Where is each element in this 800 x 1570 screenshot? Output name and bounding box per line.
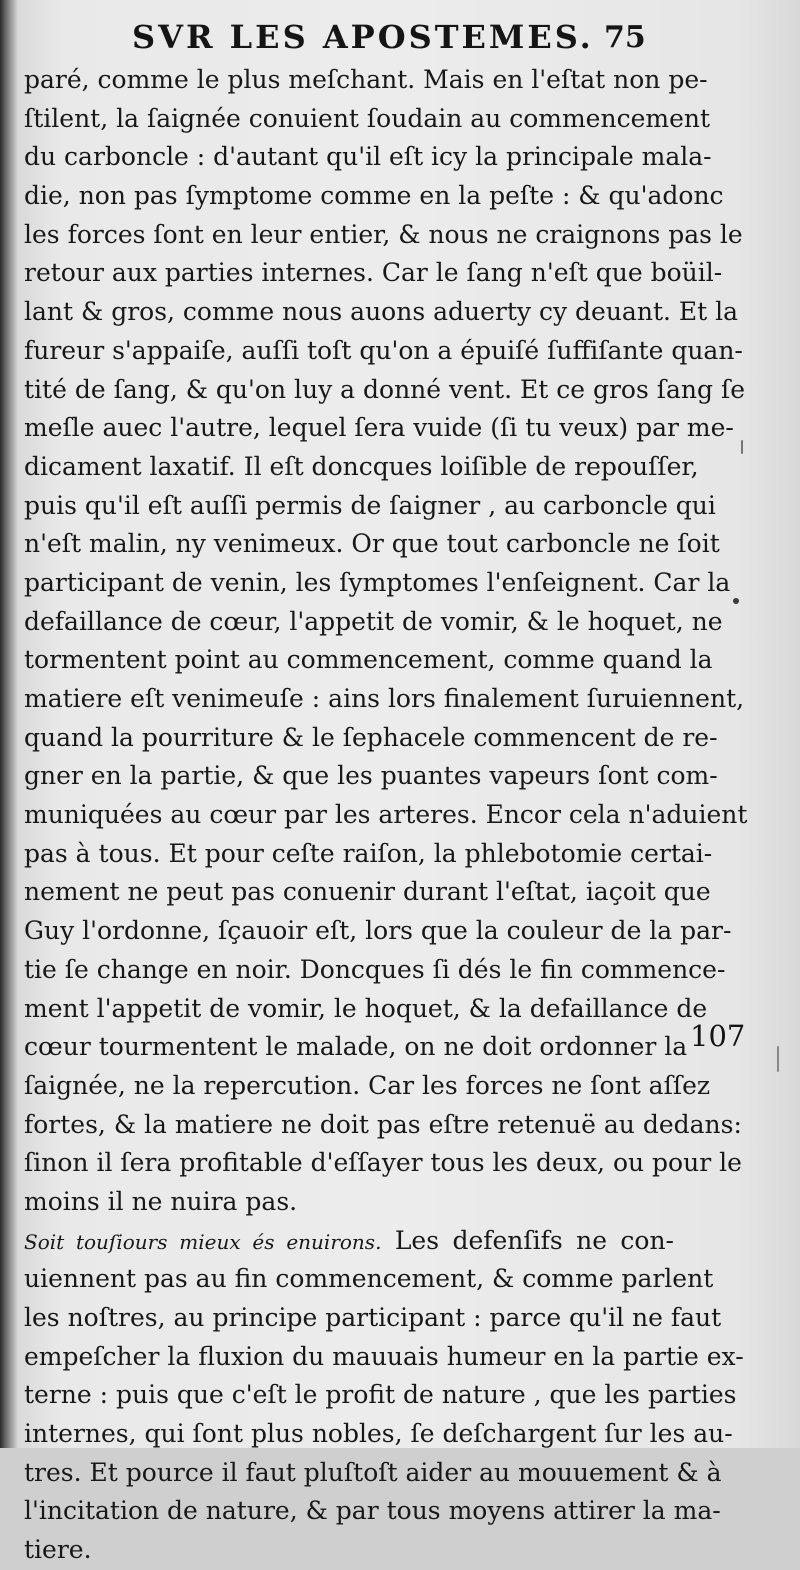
text-line: n'eſt malin, ny venimeux. Or que tout carboncle ne ſoit bbox=[24, 529, 720, 559]
lead-line-rest: Les defenſifs ne con- bbox=[394, 1225, 674, 1255]
text-line: die, non pas ſymptome comme en la peſte : & qu'adonc bbox=[24, 181, 724, 211]
text-line: nement ne peut pas conuenir durant l'eſtat, iaçoit que bbox=[24, 877, 711, 907]
text-line: fortes, & la matiere ne doit pas eſtre retenuë au dedans: bbox=[24, 1109, 742, 1139]
text-line: tie ſe change en noir. Doncques ſi dés le fin commence- bbox=[24, 954, 726, 984]
text-line: tiere. bbox=[24, 1535, 92, 1565]
text-line: ſinon il ſera profitable d'eſſayer tous les deux, ou pour le bbox=[24, 1148, 742, 1178]
text-line: meſle auec l'autre, lequel ſera vuide (ſi tu veux) par me- bbox=[24, 413, 734, 443]
text-line: Guy l'ordonne, ſçauoir eſt, lors que la couleur de la par- bbox=[24, 916, 732, 946]
text-line: uiennent pas au fin commencement, & comme parlent bbox=[24, 1264, 714, 1294]
text-line: muniquées au cœur par les arteres. Encor cela n'aduient bbox=[24, 800, 748, 830]
text-line: ſaignée, ne la repercution. Car les forces ne ſont aſſez bbox=[24, 1070, 711, 1100]
text-line: gner en la partie, & que les puantes vapeurs ſont com- bbox=[24, 761, 718, 791]
page-number: 75 bbox=[604, 20, 646, 55]
text-line: tité de ſang, & qu'on luy a donné vent. Et ce gros ſang ſe bbox=[24, 374, 746, 404]
margin-page-reference: 107 bbox=[690, 1019, 746, 1053]
text-line: du carboncle : d'autant qu'il eſt icy la principale mala- bbox=[24, 142, 712, 172]
text-line: retour aux parties internes. Car le ſang n'eſt que boüil- bbox=[24, 258, 723, 288]
text-line: defaillance de cœur, l'appetit de vomir, & le hoquet, ne bbox=[24, 606, 723, 636]
text-line: puis qu'il eſt auſſi permis de ſaigner , au carboncle qui bbox=[24, 490, 716, 520]
text-line: lant & gros, comme nous auons aduerty cy deuant. Et la bbox=[24, 297, 739, 327]
text-line: moins il ne nuira pas. bbox=[24, 1186, 298, 1216]
italic-lemma: Soit touſiours mieux és enuirons. bbox=[24, 1229, 382, 1254]
text-line: dicament laxatif. Il eſt doncques loiſible de repouſſer, bbox=[24, 451, 699, 481]
text-line: empeſcher la fluxion du mauuais humeur en la partie ex- bbox=[24, 1341, 744, 1371]
running-head bbox=[0, 18, 800, 62]
text-line: les noſtres, au principe participant : parce qu'il ne faut bbox=[24, 1303, 722, 1332]
text-line: pas à tous. Et pour ceſte raiſon, la phlebotomie certai- bbox=[24, 838, 713, 868]
text-line: tres. Et pource il faut pluſtoſt aider au mouuement & à bbox=[24, 1457, 722, 1487]
ink-speck bbox=[733, 598, 739, 604]
ink-speck bbox=[741, 440, 743, 454]
text-line: matiere eſt venimeuſe : ains lors finalement ſuruiennent, bbox=[24, 684, 745, 713]
text-line: ment l'appetit de vomir, le hoquet, & la defaillance de bbox=[24, 993, 708, 1023]
running-title: SVR LES APOSTEMES. bbox=[132, 18, 594, 56]
paragraph-lead-line bbox=[24, 1222, 674, 1261]
text-line: ſtilent, la ſaignée conuient ſoudain au commencement bbox=[24, 103, 711, 133]
ink-speck bbox=[777, 1046, 779, 1072]
text-line: paré, comme le plus meſchant. Mais en l'eſtat non pe- bbox=[24, 65, 708, 94]
text-line: l'incitation de nature, & par tous moyens attirer la ma- bbox=[24, 1496, 721, 1526]
text-line: cœur tourmentent le malade, on ne doit ordonner la bbox=[24, 1032, 688, 1062]
text-line: tormentent point au commencement, comme quand la bbox=[24, 645, 713, 675]
text-line: internes, qui ſont plus nobles, ſe deſchargent ſur les au- bbox=[24, 1419, 733, 1449]
text-line: fureur s'appaiſe, auſſi toſt qu'on a épuiſé ſuffiſante quan- bbox=[24, 335, 743, 365]
text-line: participant de venin, les ſymptomes l'enſeignent. Car la bbox=[24, 567, 731, 597]
text-line: les forces ſont en leur entier, & nous ne craignons pas le bbox=[24, 219, 743, 249]
text-line: quand la pourriture & le ſephacele commencent de re- bbox=[24, 722, 718, 752]
text-line: terne : puis que c'eſt le profit de nature , que les parties bbox=[24, 1380, 737, 1410]
